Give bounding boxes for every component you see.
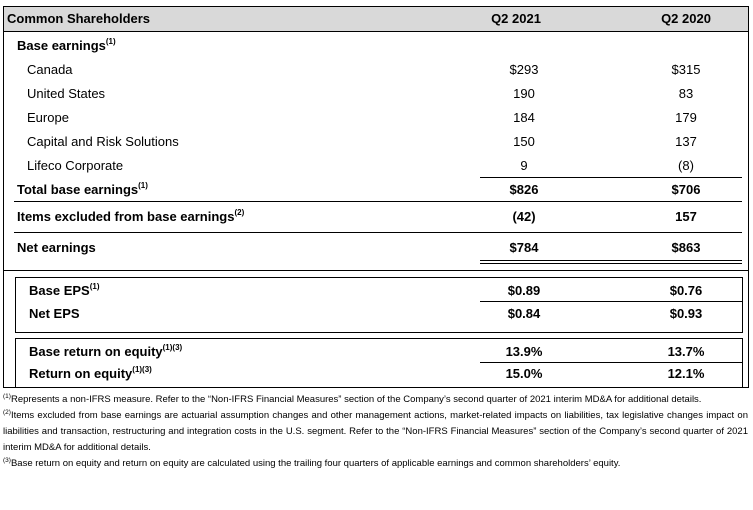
double-rule-top: [480, 260, 742, 261]
row-label: Capital and Risk Solutions: [27, 134, 179, 149]
header-title: Common Shareholders: [7, 11, 151, 26]
row-label: Items excluded from base earnings$^{(2)}$: [17, 208, 245, 224]
row-value-q2-2021: $784: [509, 240, 539, 255]
footnote-2: $^{(2)}$Items excluded from base earnings are actuarial assumption changes and other management actions, market-related impacts on liabilities, tax legislative changes impact on liabilities and transaction, restructuring and integration costs in the U.S. segment. Refer to the “Non-IFRS Financial Measures” section of the Company’s second quarter of 2021 interim MD&A for additional details.: [3, 409, 748, 453]
footnote-3: $^{(3)}$Base return on equity and return on equity are calculated using the trailing four quarters of applicable earnings and common shareholders’ equity.: [3, 457, 621, 469]
row-label: Net EPS: [29, 306, 80, 321]
row-value-q2-2021: $0.84: [507, 306, 541, 321]
row-value-q2-2021: 184: [513, 110, 535, 125]
footnotes: [3, 392, 748, 472]
row-value-q2-2021: 9: [520, 158, 528, 173]
row-value-q2-2020: (8): [678, 158, 694, 173]
row-value-q2-2020: 13.7%: [667, 344, 705, 359]
section-divider: [4, 270, 748, 271]
row-value-q2-2020: $315: [671, 62, 701, 77]
row-value-q2-2020: 12.1%: [667, 366, 705, 381]
row-divider: [14, 232, 742, 233]
row-value-q2-2021: $826: [509, 182, 539, 197]
row-label: Base EPS$^{(1)}$: [29, 282, 100, 298]
footnote-1: $^{(1)}$Represents a non-IFRS measure. Refer to the “Non-IFRS Financial Measures” section of the Company’s second quarter of 2021 interim MD&A for additional details.: [3, 393, 702, 405]
subtotal-rule: [480, 177, 742, 178]
row-value-q2-2020: $0.93: [669, 306, 703, 321]
header-col-q2-2020: Q2 2020: [661, 11, 711, 26]
row-label: Europe: [27, 110, 69, 125]
eps-inner-rule: [480, 301, 743, 302]
eps-top-rule: [15, 277, 743, 278]
row-label: Canada: [27, 62, 73, 77]
table-header: [4, 7, 748, 32]
earnings-table: [3, 6, 749, 388]
row-value-q2-2020: 137: [675, 134, 697, 149]
eps-bottom-rule: [15, 332, 743, 333]
row-divider: [14, 201, 742, 202]
row-label: Return on equity$^{(1)(3)}$: [29, 365, 152, 381]
roe-inner-rule: [480, 362, 743, 363]
row-value-q2-2021: 150: [513, 134, 535, 149]
row-label: Net earnings: [17, 240, 96, 255]
row-label: Base return on equity$^{(1)(3)}$: [29, 343, 183, 359]
row-value-q2-2021: 190: [513, 86, 535, 101]
base-earnings-heading: Base earnings$^{(1)}$: [17, 37, 116, 53]
row-value-q2-2020: 179: [675, 110, 697, 125]
row-label: Lifeco Corporate: [27, 158, 124, 173]
header-col-q2-2021: Q2 2021: [491, 11, 541, 26]
double-rule-bottom: [480, 263, 742, 264]
row-value-q2-2020: $863: [671, 240, 701, 255]
row-value-q2-2021: $0.89: [507, 283, 541, 298]
row-value-q2-2021: (42): [512, 209, 536, 224]
row-value-q2-2021: 13.9%: [505, 344, 543, 359]
row-value-q2-2021: 15.0%: [505, 366, 543, 381]
row-label: Total base earnings$^{(1)}$: [17, 181, 148, 197]
row-value-q2-2021: $293: [509, 62, 539, 77]
row-label: United States: [27, 86, 106, 101]
row-value-q2-2020: $0.76: [669, 283, 703, 298]
row-value-q2-2020: 157: [675, 209, 697, 224]
row-value-q2-2020: 83: [678, 86, 694, 101]
row-value-q2-2020: $706: [671, 182, 701, 197]
